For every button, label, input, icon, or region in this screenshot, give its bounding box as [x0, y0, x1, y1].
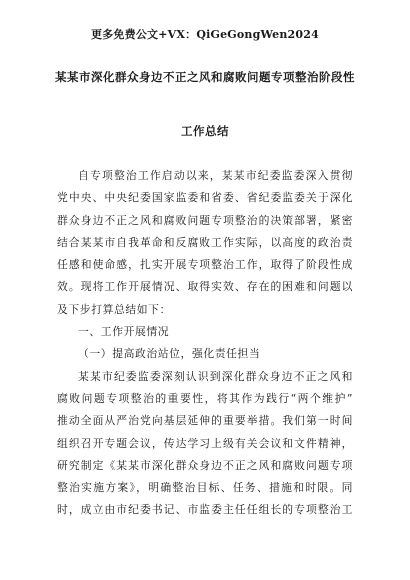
- paragraph-line: 时，成立由市纪委书记、市监委主任任组长的专项整治工: [57, 503, 353, 517]
- paragraph-line: 推动全面从严治党向基层延伸的重要举措。我们第一时间: [57, 414, 353, 428]
- document-title-line-2: 工作总结: [181, 124, 229, 138]
- body-content: [57, 165, 353, 522]
- header-note: 更多免费公文+VX：QiGeGongWen2024: [91, 28, 319, 41]
- paragraph-line: 组织召开专题会议，传达学习上级有关会议和文件精神，: [57, 436, 353, 450]
- section-heading: 一、工作开展情况: [78, 325, 170, 339]
- paragraph-line: 群众身边不正之风和腐败问题专项整治的决策部署，紧密: [57, 213, 353, 227]
- paragraph-line: 结合某某市自我革命和反腐败工作实际，以高度的政治责: [57, 235, 353, 249]
- paragraph-line: 整治实施方案》，明确整治目标、任务、措施和时限。同: [57, 481, 353, 495]
- paragraph-line: 党中央、中央纪委国家监委和省委、省纪委监委关于深化: [57, 191, 353, 205]
- paragraph-line: 自专项整治工作启动以来，某某市纪委监委深入贯彻: [78, 169, 353, 182]
- paragraph-line: 效。现将工作开展情况、取得实效、存在的困难和问题以: [57, 280, 353, 294]
- subsection-heading: （一）提高政治站位，强化责任担当: [78, 347, 261, 361]
- paragraph-line: 腐败问题专项整治的重要性，将其作为践行“两个维护”: [57, 391, 353, 405]
- document-title-line-1: 某某市深化群众身边不正之风和腐败问题专项整治阶段性: [55, 70, 355, 84]
- paragraph-line: 某某市纪委监委深刻认识到深化群众身边不正之风和: [78, 369, 353, 383]
- paragraph-line: 任感和使命感，扎实开展专项整治工作，取得了阶段性成: [57, 258, 353, 272]
- paragraph-line: 及下步打算总结如下：: [57, 302, 171, 316]
- paragraph-line: 研究制定《某某市深化群众身边不正之风和腐败问题专项: [57, 458, 353, 472]
